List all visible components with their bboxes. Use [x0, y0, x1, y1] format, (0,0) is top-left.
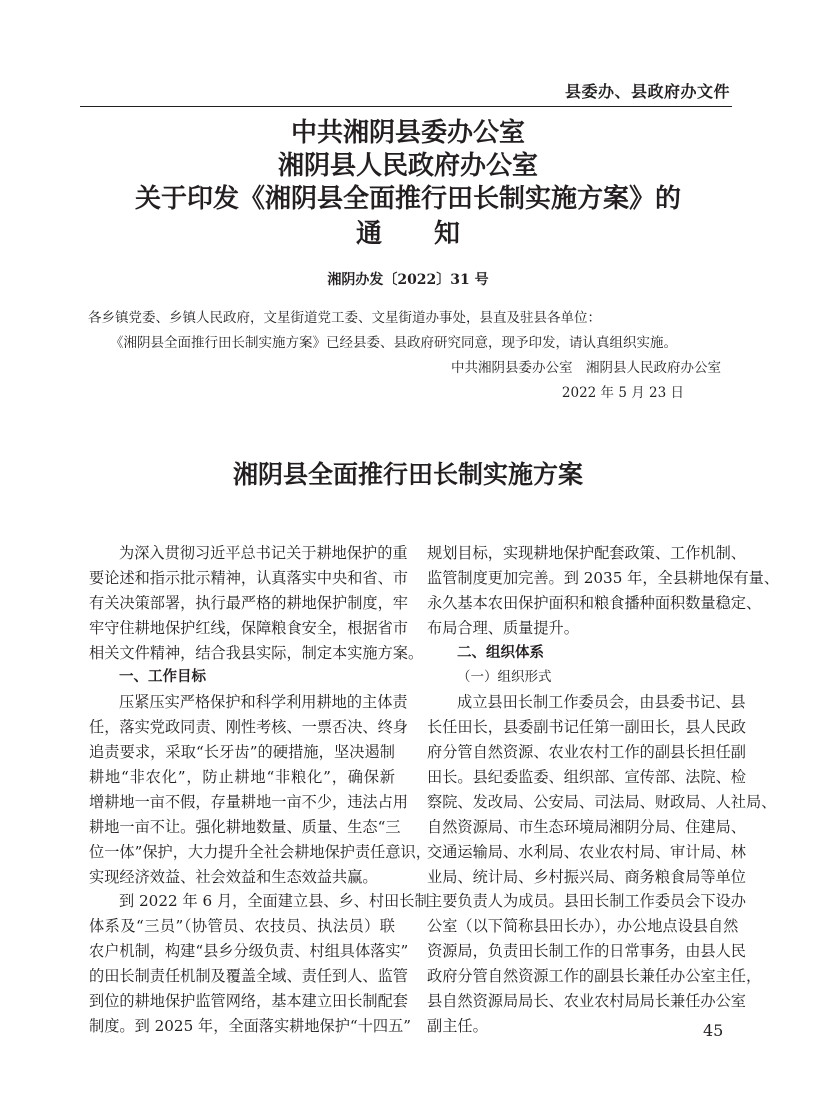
issue-date: 2022 年 5 月 23 日 [561, 385, 684, 401]
body-text-line: 实现经济效益、社会效益和生态效益共赢。 [89, 867, 378, 886]
section-heading: 二、组织体系 [457, 644, 544, 661]
body-text-line: 为深入贯彻习近平总书记关于耕地保护的重 [119, 544, 408, 562]
body-text-line: 交通运输局、水利局、农业农村局、审计局、林 [427, 842, 746, 861]
body-text-line: 县自然资源局局长、农业农村局局长兼任办公室 [427, 992, 746, 1011]
body-text-line: 自然资源局、市生态环境局湘阴分局、住建局、 [427, 817, 746, 836]
body-text-line: 制度。到 2025 年，全面落实耕地保护“十四五” [89, 1016, 412, 1035]
notice-title-line-3: 关于印发《湘阴县全面推行田长制实施方案》的 [134, 184, 681, 214]
body-text-line: 到位的耕地保护监管网络，基本建立田长制配套 [89, 992, 408, 1011]
notice-title-line-2: 湘阴县人民政府办公室 [277, 151, 538, 181]
body-text-line: 副主任。 [427, 1016, 488, 1035]
signature: 中共湘阴县委办公室 湘阴县人民政府办公室 [451, 360, 721, 376]
notice-title-line-4: 通 知 [355, 219, 460, 249]
body-text-line: 农户机制，构建“县乡分级负责、村组具体落实” [89, 942, 409, 961]
section-heading: （一）组织形式 [457, 669, 552, 686]
body-text-line: 要论述和指示批示精神，认真落实中央和省、市 [89, 568, 408, 587]
body-text-line: 耕地一亩不让。强化耕地数量、质量、生态“三 [89, 817, 401, 836]
body-text-line: 永久基本农田保护面积和粮食播种面积数量稳定、 [427, 593, 762, 612]
body-text-line: 耕地“非农化”，防止耕地“非粮化”，确保新 [89, 768, 395, 787]
body-text-line: 体系及“三员”（协管员、农技员、执法员）联 [89, 917, 395, 936]
right-column [427, 541, 780, 1039]
body-text-line: 布局合理、质量提升。 [427, 618, 579, 637]
body-text-line: 相关文件精神，结合我县实际，制定本实施方案。 [89, 643, 424, 662]
body-text-line: 位一体”保护，大力提升全社会耕地保护责任意识， [89, 842, 431, 861]
body-text-line: 规划目标，实现耕地保护配套政策、工作机制、 [427, 544, 746, 562]
page-number: 45 [703, 1021, 724, 1040]
notice-body: 《湘阴县全面推行田长制实施方案》已经县委、县政府研究同意，现予印发，请认真组织实施。 [110, 335, 677, 351]
body-text-line: 察院、发改局、公安局、司法局、财政局、人社局、 [427, 792, 777, 811]
body-text-line: 有关决策部署，执行最严格的耕地保护制度，牢 [89, 593, 408, 612]
body-text-line: 任，落实党政同责、刚性考核、一票否决、终身 [89, 718, 408, 737]
body-text-line: 田长。县纪委监委、组织部、宣传部、法院、检 [427, 768, 746, 787]
notice-title-line-1: 中共湘阴县委办公室 [290, 118, 525, 148]
header-divider [80, 106, 732, 107]
addressee: 各乡镇党委、乡镇人民政府，文星街道党工委、文星街道办事处，县直及驻县各单位： [88, 310, 601, 326]
body-text-line: 成立县田长制工作委员会，由县委书记、县 [457, 693, 746, 712]
body-text-line: 资源局，负责田长制工作的日常事务，由县人民 [427, 942, 746, 961]
body-text-line: 的田长制责任机制及覆盖全域、责任到人、监管 [89, 967, 408, 986]
left-column [89, 541, 431, 1039]
body-text-line: 到 2022 年 6 月，全面建立县、乡、村田长制 [119, 892, 430, 911]
body-text-line: 主要负责人为成员。县田长制工作委员会下设办 [427, 892, 746, 911]
section-heading: 一、工作目标 [119, 669, 206, 686]
body-text-line: 府分管自然资源、农业农村工作的副县长担任副 [427, 743, 746, 762]
body-text-line: 压紧压实严格保护和科学利用耕地的主体责 [119, 693, 408, 712]
body-text-line: 牢守住耕地保护红线，保障粮食安全，根据省市 [89, 618, 408, 637]
section-header: 县委办、县政府办文件 [564, 82, 730, 101]
body-text-line: 业局、统计局、乡村振兴局、商务粮食局等单位 [427, 867, 746, 886]
document-number: 湘阴办发〔2022〕31 号 [327, 272, 489, 288]
body-text-line: 公室（以下简称县田长办），办公地点设县自然 [427, 917, 739, 936]
body-text-line: 监管制度更加完善。到 2035 年，全县耕地保有量、 [427, 568, 780, 587]
body-text-line: 增耕地一亩不假，存量耕地一亩不少，违法占用 [89, 792, 408, 811]
plan-title: 湘阴县全面推行田长制实施方案 [232, 460, 583, 489]
body-text-line: 长任田长，县委副书记任第一副田长，县人民政 [427, 718, 746, 737]
body-text-line: 追责要求，采取“长牙齿”的硬措施，坚决遏制 [89, 743, 395, 762]
body-text-line: 政府分管自然资源工作的副县长兼任办公室主任， [427, 967, 762, 986]
